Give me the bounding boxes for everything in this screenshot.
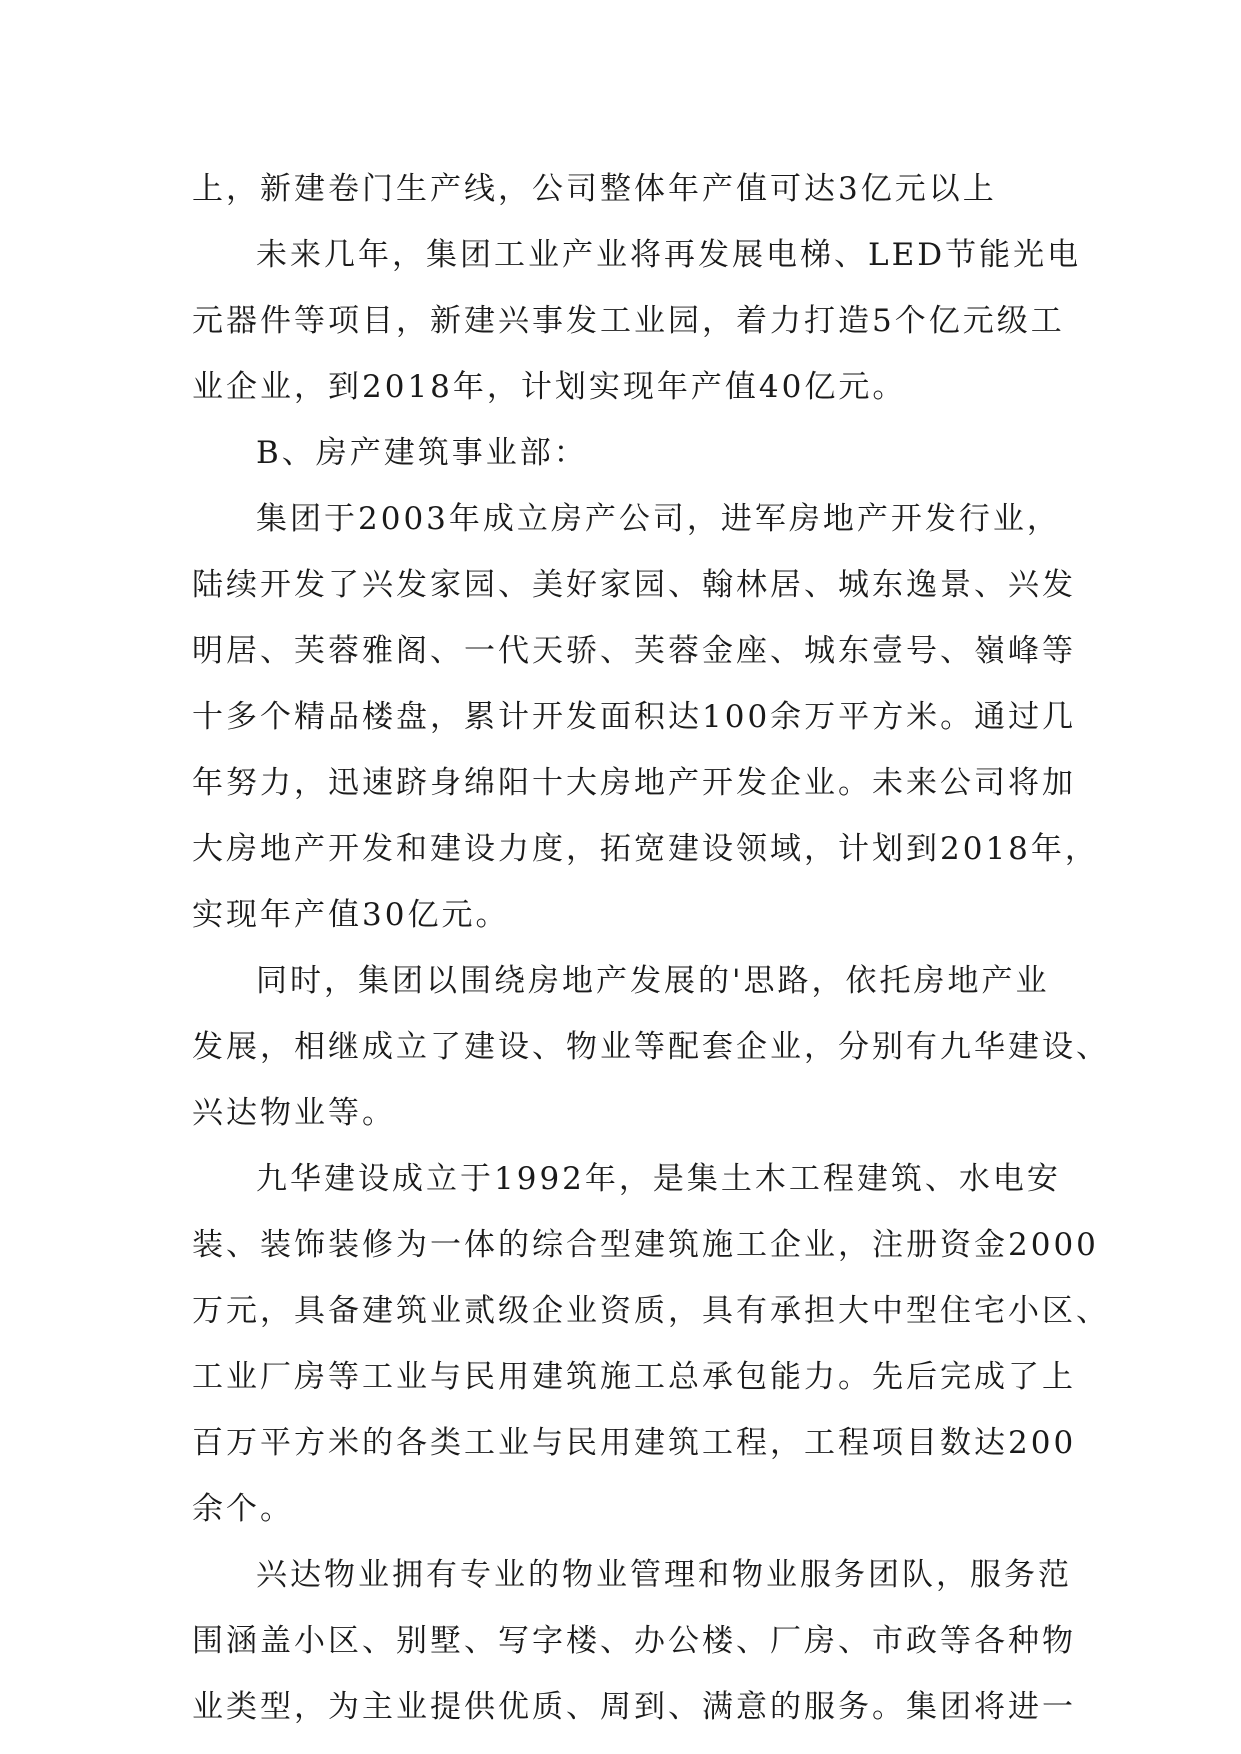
- paragraph-first-line: 兴达物业拥有专业的物业管理和物业服务团队，服务范: [256, 1557, 1072, 1593]
- text-line: 万元，具备建筑业贰级企业资质，具有承担大中型住宅小区、: [192, 1293, 1110, 1329]
- paragraph-first-line: B、房产建筑事业部：: [256, 435, 588, 471]
- text-line: 兴达物业等。: [192, 1095, 396, 1131]
- text-line: 元器件等项目，新建兴事发工业园，着力打造5个亿元级工: [192, 303, 1065, 339]
- text-line: 百万平方米的各类工业与民用建筑工程，工程项目数达200: [192, 1425, 1077, 1461]
- text-line: 年努力，迅速跻身绵阳十大房地产开发企业。未来公司将加: [192, 765, 1076, 801]
- paragraph-first-line: 未来几年，集团工业产业将再发展电梯、LED节能光电: [256, 237, 1082, 273]
- text-line: 发展，相继成立了建设、物业等配套企业，分别有九华建设、: [192, 1029, 1110, 1065]
- text-line: 大房地产开发和建设力度，拓宽建设领域，计划到2018年，: [192, 831, 1099, 867]
- paragraph-first-line: 同时，集团以围绕房地产发展的'思路，依托房地产业: [256, 963, 1050, 999]
- text-line: 围涵盖小区、别墅、写字楼、办公楼、厂房、市政等各种物: [192, 1623, 1076, 1659]
- text-line: 十多个精品楼盘，累计开发面积达100余万平方米。通过几: [192, 699, 1077, 735]
- paragraph-first-line: 九华建设成立于1992年，是集土木工程建筑、水电安: [256, 1161, 1061, 1197]
- paragraph-first-line: 集团于2003年成立房产公司，进军房地产开发行业，: [256, 501, 1061, 537]
- text-line: 上，新建卷门生产线，公司整体年产值可达3亿元以上: [192, 171, 997, 207]
- text-line: 陆续开发了兴发家园、美好家园、翰林居、城东逸景、兴发: [192, 567, 1076, 603]
- body-text: [192, 156, 1110, 1740]
- text-line: 业企业，到2018年，计划实现年产值40亿元。: [192, 369, 907, 405]
- text-line: 工业厂房等工业与民用建筑施工总承包能力。先后完成了上: [192, 1359, 1076, 1395]
- text-line: 业类型，为主业提供优质、周到、满意的服务。集团将进一: [192, 1689, 1076, 1725]
- text-line: 实现年产值30亿元。: [192, 897, 510, 933]
- text-line: 余个。: [192, 1491, 294, 1527]
- text-line: 明居、芙蓉雅阁、一代天骄、芙蓉金座、城东壹号、嶺峰等: [192, 633, 1076, 669]
- text-line: 装、装饰装修为一体的综合型建筑施工企业，注册资金2000: [192, 1227, 1099, 1263]
